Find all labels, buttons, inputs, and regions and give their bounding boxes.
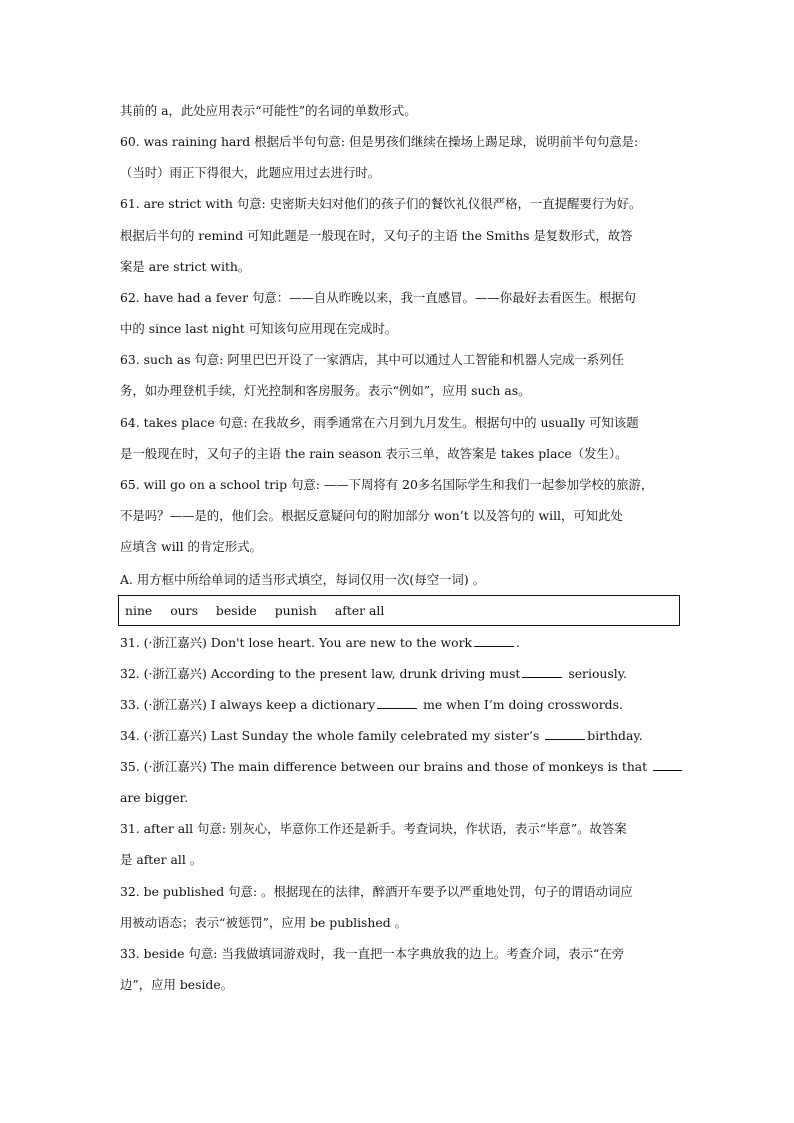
answer-32: 32. be published 句意: 。根据现在的法律，醉酒开车要予以严重地处罚，句子的谓语动词应 [120,884,633,899]
question-32: 32. (·浙江嘉兴) According to the present law, drunk driving must seriously. [120,666,627,681]
text-line: 务，如办理登机手续，灯光控制和客房服务。表示“例如”，应用 such as。 [120,383,531,398]
word-bank-item: nine [125,603,153,618]
word-bank-box [118,595,680,626]
word-bank-item: after all [334,603,385,618]
answer-62: 62. have had a fever 句意：——自从昨晚以来，我一直感冒。——你最好去看医生。根据句 [120,290,637,305]
text-line: 用被动语态；表示“被惩罚”，应用 be published 。 [120,915,407,930]
question-35-continued: are bigger. [120,790,189,805]
text-line: 不是吗？——是的，他们会。根据反意疑问句的附加部分 won’t 以及答句的 will，可知此处 [120,508,623,523]
question-35: 35. (·浙江嘉兴) The main difference between our brains and those of monkeys is that [120,757,682,777]
answer-blank [522,665,562,678]
text-line: 根据后半句的 remind 可知此题是一般现在时，又句子的主语 the Smiths 是复数形式，故答 [120,228,633,243]
answer-60: 60. was raining hard 根据后半句句意: 但是男孩们继续在操场上踢足球，说明前半句句意是: [120,134,639,149]
answer-61: 61. are strict with 句意: 史密斯夫妇对他们的孩子们的餐饮礼仪很严格，一直提醒要行为好。 [120,196,642,211]
answer-64: 64. takes place 句意: 在我故乡，雨季通常在六月到九月发生。根据句中的 usually 可知该题 [120,415,639,430]
word-bank-item: punish [274,603,317,618]
text-line: 边”，应用 beside。 [120,977,234,992]
text-line: 案是 are strict with。 [120,259,251,274]
text-line: （当时）雨正下得很大，此题应用过去进行时。 [120,165,381,180]
answer-33: 33. beside 句意: 当我做填词游戏时，我一直把一本字典放我的边上。考查介词，表示“在旁 [120,946,625,961]
question-33: 33. (·浙江嘉兴) I always keep a dictionary me when I’m doing crosswords. [120,697,623,712]
answer-blank [377,696,417,709]
answer-blank [545,727,585,740]
answer-blank [474,634,514,647]
question-34: 34. (·浙江嘉兴) Last Sunday the whole family celebrated my sister’s birthday. [120,728,643,743]
word-bank [125,601,398,621]
word-bank-item: beside [215,603,257,618]
text-line: 其前的 a，此处应用表示“可能性”的名词的单数形式。 [120,103,417,118]
question-31: 31. (·浙江嘉兴) Don't lose heart. You are new to the work . [120,635,520,650]
word-bank-item: ours [170,603,198,618]
answer-65: 65. will go on a school trip 句意: ——下周将有 20多名国际学生和我们一起参加学校的旅游， [120,477,654,492]
text-line: 是 after all 。 [120,852,203,867]
text-line: 应填含 will 的肯定形式。 [120,539,262,554]
answer-63: 63. such as 句意: 阿里巴巴开设了一家酒店，其中可以通过人工智能和机器人完成一系列任 [120,352,624,367]
answer-31: 31. after all 句意: 别灰心，毕意你工作还是新手。考查词块，作状语，表示“毕意”。故答案 [120,821,627,836]
text-line: 是一般现在时，又句子的主语 the rain season 表示三单，故答案是 takes place（发生）。 [120,446,628,461]
section-instruction: A. 用方框中所给单词的适当形式填空，每词仅用一次(每空一词) 。 [120,572,485,587]
text-line: 中的 since last night 可知该句应用现在完成时。 [120,321,398,336]
answer-blank [653,758,682,771]
